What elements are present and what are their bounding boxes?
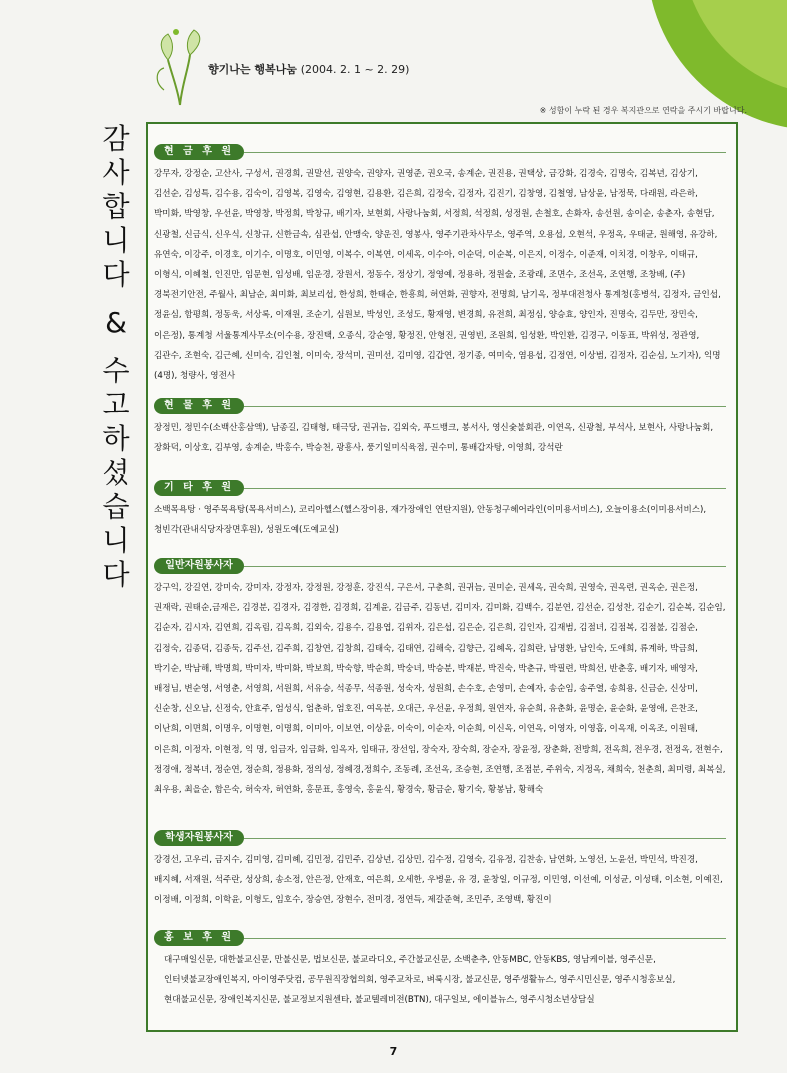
section-body: 강경선, 고우리, 금지수, 김미영, 김미혜, 김민정, 김민주, 김상년, 김상민, 김수정, 김영숙, 김유정, 김찬송, 남연화, 노영선, 노윤선, 박민석, 박진경, 배지혜, 서재원, 석주란, 성상희, 송소정, 안은정, 안재호, 여은희, 오세한, 우병윤, 유 경, 윤창일, 이규정, 이민영, 이선예, 이성균, 이성태, 이소현, 이예진, 이정배, 이정희, 이학윤, 이형도, 임호수, 장승연, 장현수, 전미경, 정연득, 제갈준혁, 조민주, 조영백, 황진이 bbox=[154, 855, 723, 906]
section-tag: 홍 보 후 원 bbox=[154, 930, 244, 946]
section-divider bbox=[244, 488, 726, 489]
section-body: 소백목욕탕 · 영주목욕탕(목욕서비스), 코리아헬스(헬스장이용, 재가장애인 연탄지원), 안동청구헤어라인(이미용서비스), 오늘이용소(이미용서비스), 청빈각(관내식당자장면후원), 성원도예(도예교실) bbox=[154, 505, 707, 536]
section-tag: 현 금 후 원 bbox=[154, 144, 244, 160]
section-divider bbox=[244, 838, 726, 839]
vertical-title-char: 니 bbox=[102, 224, 130, 257]
section-divider bbox=[244, 938, 726, 939]
section-tag: 일반자원봉사자 bbox=[154, 558, 244, 574]
vertical-title-char: 하 bbox=[102, 422, 130, 455]
section-divider bbox=[244, 152, 726, 153]
vertical-title-char: 합 bbox=[102, 190, 130, 223]
section-tag: 학생자원봉사자 bbox=[154, 830, 244, 846]
section-tag: 현 물 후 원 bbox=[154, 398, 244, 414]
section-body: 강무자, 강정순, 고산사, 구성서, 권경희, 권말선, 권양숙, 권양자, 권영준, 권오국, 송계순, 권진용, 권택상, 금강화, 김경숙, 김명숙, 김복년, 김상기, 김선순, 김성특, 김수용, 김숙이, 김영복, 김영숙, 김영현, 김용환, 김은희, 김정숙, 김정자, 김진기, 김창영, 김철영, 남상윤, 남정묵, 다래원, 라은하, 박미화, 박영창, 우선윤, 박영창, 박정희, 박창규, 배기자, 보현회, 사랑나눔회, 서정희, 석정희, 성정원, 손철호, 손화자, 송선원, 송이순, 송춘자, 송현담, 신광철, 신금식, 신우식, 신창규, 신한금속, 심관섭, 안맹숙, 양운진, 영봉사, 영주기관차사무소, 영주역, 오용섭, 오현석, 우정옥, 우태균, 원해영, 유강하, 유연숙, 이강주, 이경호, 이기수, 이명호, 이민영, 이복수, 이복연, 이세옥, 이수아, 이순덕, 이순복, 이은지, 이정수, 이준재, 이치경, 이창우, 이태규, 이형식, 이혜철, 인진만, 임문현, 임성배, 임운경, 장원서, 정동수, 정상기, 정영예, 정용하, 정원술, 조광래, 조면수, 조선옥, 조연행, 조창배, (주)경북전기안전, 주월사, 최남순, 최미화, 최보리섭, 한성희, 한태순, 한흥희, 허연화, 권향자, 전명희, 남기옥, 정부대전청사 통계청(홍병석, 김정자, 금인섭, 정윤심, 함평희, 정동욱, 서상록, 이재원, 조순기, 심원보, 박성인, 조성도, 황재영, 변경희, 유전희, 최정심, 양승효, 양인자, 진명숙, 김두만, 장민숙, 이은정), 통계청 서울통계사무소(이수용, 장진택, 오종식, 강순영, 황정진, 안형진, 권영빈, 조원희, 임성환, 박인환, 김경구, 이동표, 박위성, 정관영, 김관수, 조현숙, 김근혜, 신미숙, 김인철, 이미숙, 장석미, 권미선, 김미영, 김갑연, 정기종, 여미숙, 염용섭, 김정연, 이상범, 김정자, 김순심, 노기자), 익명(4명), 청량사, 영전사 bbox=[154, 169, 721, 382]
notice-text: ※ 성함이 누락 된 경우 복지관으로 연락을 주시기 바랍니다. bbox=[539, 106, 747, 115]
vertical-title-char: 다 bbox=[102, 558, 130, 591]
sprout-logo-icon bbox=[150, 20, 210, 110]
page-number: 7 bbox=[389, 1045, 398, 1058]
vertical-title-char: 수 bbox=[102, 354, 130, 387]
vertical-title-char: 사 bbox=[102, 156, 130, 189]
header bbox=[150, 20, 450, 110]
vertical-title bbox=[96, 122, 136, 592]
vertical-title-char: 다 bbox=[102, 258, 130, 291]
header-title-text: 향기나는 행복나눔 bbox=[208, 63, 297, 76]
vertical-title-amp: & bbox=[105, 306, 127, 339]
section-body: 강구익, 강길연, 강미숙, 강미자, 강정자, 강정원, 강정훈, 강진식, 구은서, 구춘희, 권귀늠, 권미순, 권세옥, 권숙희, 권영숙, 권옥련, 권옥순, 권은정, 권재락, 권태순,금재은, 김경분, 김경자, 김경한, 김경희, 김계윤, 김금주, 김동년, 김미자, 김미화, 김백수, 김분연, 김선순, 김성찬, 김순기, 김순복, 김순임, 김순자, 김시자, 김연희, 김옥림, 김옥희, 김외숙, 김용수, 김용엽, 김위자, 김은섭, 김은순, 김은희, 김인자, 김재범, 김점녀, 김점복, 김점불, 김점순, 김정숙, 김종덕, 김종둑, 김주선, 김주희, 김창연, 김창희, 김태숙, 김태연, 김해숙, 김향근, 김혜옥, 김희란, 남명환, 남인숙, 도애희, 류계하, 박금희, 박기순, 박남해, 박명희, 박미자, 박미화, 박보희, 박숙향, 박순희, 박숭녀, 박승분, 박재분, 박진숙, 박춘규, 박필련, 박희선, 반춘홍, 배기자, 배영자, 배정님, 변순영, 서영춘, 서영희, 서원희, 서유승, 석종무, 석종원, 성숙자, 성원희, 손수호, 손영미, 손예자, 송순임, 송주열, 송희용, 신금순, 신상미, 신순창, 신오남, 신정숙, 안효주, 엄성식, 엄춘하, 엄호진, 여옥분, 오대근, 우선윤, 우정희, 원연자, 유순희, 유춘화, 윤명순, 윤순화, 윤영애, 은찬조, 이난희, 이면희, 이명우, 이명현, 이명희, 이미아, 이보연, 이상윤, 이숙이, 이순자, 이순희, 이신옥, 이연옥, 이영자, 이영흡, 이옥재, 이옥조, 이원태, 이은희, 이정자, 이현정, 익 명, 임금자, 임금화, 임옥자, 임태규, 장선임, 장숙자, 장숙희, 장순자, 장윤정, 장춘화, 전방희, 전옥희, 전우경, 전정옥, 전현수, 정경애, 정복녀, 정순연, 정순희, 정용화, 정의성, 정혜경,정희수, 조동례, 조선옥, 조승현, 조연행, 조점분, 주위숙, 지정옥, 채희숙, 천춘희, 최미령, 최복실, 최우용, 최을순, 함은숙, 허숙자, 허연화, 홍문표, 홍영숙, 홍윤식, 황경숙, 황금순, 황기숙, 황봉남, 황해숙 bbox=[154, 583, 726, 796]
section-divider bbox=[244, 566, 726, 567]
vertical-title-char: 셨 bbox=[102, 456, 130, 489]
vertical-title-char: 고 bbox=[102, 388, 130, 421]
donor-list-box bbox=[146, 122, 738, 1032]
section-body: 장정민, 정민수(소백산홍삼액), 남종길, 김태형, 태극당, 권귀늠, 김외숙, 푸드뱅크, 봉서사, 영신숯불회관, 이연옥, 신광철, 부석사, 보현사, 사랑나눔회, 장화덕, 이상호, 김부영, 송계순, 박홍수, 박승천, 광흥사, 풍기일미식육점, 권수미, 통배갑자탕, 이영희, 강석란 bbox=[154, 423, 714, 454]
section-tag: 기 타 후 원 bbox=[154, 480, 244, 496]
section-body: 대구매일신문, 대한불교신문, 만불신문, 법보신문, 불교라디오, 주간불교신문, 소백춘추, 안동MBC, 안동KBS, 영남케이블, 영주신문, 인터넷불교장애인복지, 아이영주닷컴, 공무원직장협의회, 영주교차로, 벼룩시장, 불교신문, 영주생활뉴스, 영주시민신문, 영주시청홍보실, 현대불교신문, 장애인복지신문, 불교정보지원센타, 불교텔레비전(BTN), 대구일보, 에이블뉴스, 영주시청소년상담실 bbox=[164, 955, 676, 1006]
header-date-range: (2004. 2. 1 ~ 2. 29) bbox=[300, 63, 410, 76]
header-title bbox=[208, 61, 409, 77]
vertical-title-char: 니 bbox=[102, 524, 130, 557]
section-divider bbox=[244, 406, 726, 407]
vertical-title-char: 감 bbox=[102, 122, 130, 155]
vertical-title-char: 습 bbox=[102, 490, 130, 523]
